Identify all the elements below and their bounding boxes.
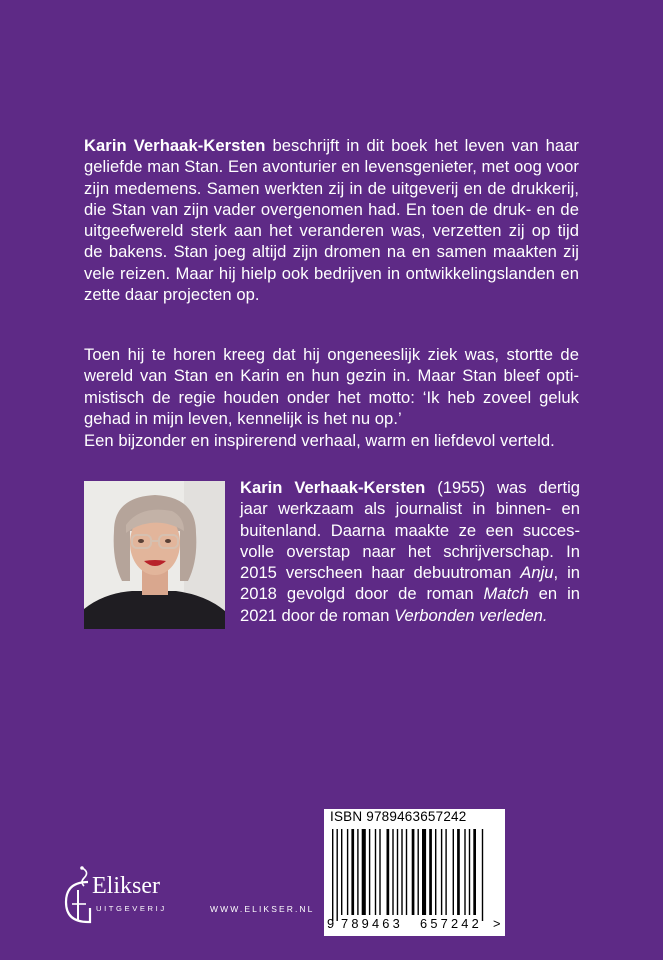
barcode-bars: [330, 829, 500, 921]
barcode-digits-left: 789463: [341, 916, 403, 931]
publisher-website[interactable]: WWW.ELIKSER.NL: [210, 904, 315, 914]
bio-text-a: (1955) was dertig jaar werkzaam als journalist in binnen- en buitenland. Daarna maakte ze een succesvolle overstap naar het schrijverschap. In 2015 verscheen haar debuutroman: [240, 478, 580, 583]
barcode-bar: [418, 829, 419, 915]
barcode-bar: [362, 829, 366, 915]
blurb-author-name: Karin Verhaak-Kersten: [84, 136, 266, 155]
barcode-bar: [453, 829, 454, 915]
barcode-bar: [473, 829, 476, 915]
barcode-bar: [347, 829, 348, 915]
author-photo: [84, 481, 225, 629]
blurb-paragraph-3: Een bijzonder en inspirerend verhaal, warm en liefdevol verteld.: [84, 431, 555, 450]
author-bio: [240, 477, 580, 626]
barcode-bar: [357, 829, 358, 915]
barcode-bar: [469, 829, 470, 915]
barcode-arrow: >: [493, 916, 501, 931]
barcode-digit-first: 9: [327, 916, 335, 931]
barcode-bar: [482, 829, 483, 921]
barcode-bar: [375, 829, 376, 915]
barcode-bar: [435, 829, 436, 915]
author-portrait-illustration: [84, 481, 225, 629]
blurb-paragraph-2: Toen hij te horen kreeg dat hij ongeneeslijk ziek was, stortte de wereld van Stan en Karin en hun gezin in. Maar Stan bleef optimistisch de regie houden onder het motto: ‘Ik heb zoveel geluk gehad in mijn leven, kennelijk is het nu op.’: [84, 345, 579, 428]
blurb-paragraph-1: [84, 135, 579, 305]
barcode-bar: [401, 829, 402, 915]
barcode-bar: [337, 829, 338, 921]
barcode-bar: [441, 829, 442, 915]
isbn-barcode: [324, 809, 505, 936]
bio-book-title-1: Anju: [520, 563, 554, 583]
barcode-bar: [351, 829, 354, 915]
barcode-bar: [392, 829, 393, 915]
barcode-bar: [379, 829, 380, 915]
barcode-bar: [387, 829, 390, 915]
publisher-subtitle: UITGEVERIJ: [96, 904, 167, 913]
bio-text-b: , in 2018 gevolgd door de roman: [240, 563, 580, 604]
blurb-paragraph-1-text: beschrijft in dit boek het leven van haar geliefde man Stan. Een avonturier en levensgenieter, met oog voor zijn medemens. Samen werkten zij in de uitgeverij en de drukkerij, die Stan van zijn vader overgenomen had. En toen de druk- en de uitgeefwereld sterk aan het veranderen was, verzetten zij op tijd de bakens. Stan joeg altijd zijn dromen na en samen maakten zij vele reizen. Maar hij hielp ook bedrijven in ontwikkelingslanden en zette daar projecten op.: [84, 136, 579, 305]
bio-author-name: Karin Verhaak-Kersten: [240, 478, 426, 497]
barcode-bar: [429, 829, 432, 915]
barcode-digits: [327, 916, 503, 934]
barcode-bar: [412, 829, 415, 915]
isbn-label: ISBN 9789463657242: [330, 809, 467, 824]
barcode-bar: [445, 829, 446, 915]
bio-book-title-3: Verbonden verleden.: [394, 605, 548, 625]
barcode-bar: [464, 829, 465, 915]
barcode-bar: [397, 829, 398, 915]
bio-book-title-2: Match: [483, 584, 529, 604]
bio-text-c: en in 2021 door de roman: [240, 584, 581, 625]
barcode-bar: [457, 829, 460, 915]
barcode-bar: [369, 829, 370, 915]
barcode-digits-right: 657242: [420, 916, 482, 931]
barcode-bar: [422, 829, 426, 915]
barcode-bar: [341, 829, 342, 915]
barcode-bar: [406, 829, 407, 915]
publisher-name: Elikser: [92, 873, 160, 899]
barcode-bar: [332, 829, 333, 921]
